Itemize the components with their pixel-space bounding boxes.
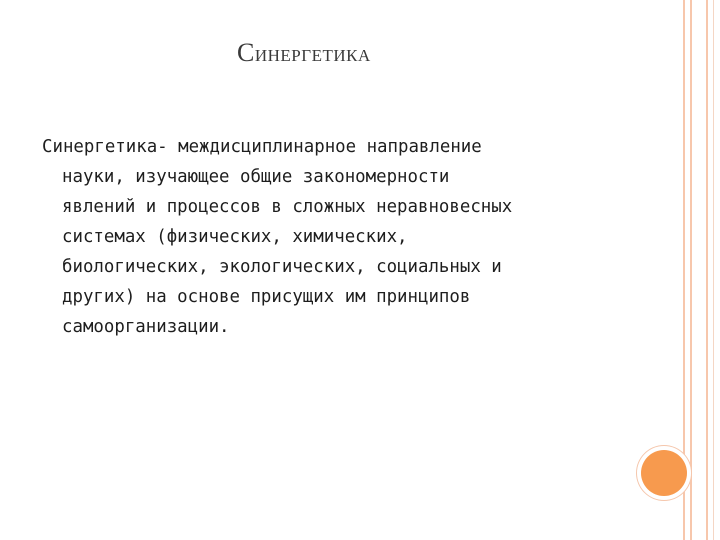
body-line: науки, изучающее общие закономерности [62, 167, 450, 187]
body-line: других) на основе присущих им принципов [62, 287, 471, 307]
body-line: системах (физических, химических, [62, 227, 408, 247]
body-line: Синергетика- междисциплинарное направление [42, 137, 482, 157]
decorative-circle [641, 450, 687, 496]
body-line: биологических, экологических, социальных и [62, 257, 502, 277]
body-line: самоорганизации. [62, 317, 230, 337]
slide-title [237, 38, 371, 68]
decorative-rail [706, 0, 708, 540]
slide-body [42, 132, 642, 342]
decorative-rail [690, 0, 692, 540]
slide-title-rest: ИНЕРГЕТИКА [254, 46, 371, 65]
slide-title-initial: С [237, 38, 255, 67]
decorative-rail [713, 0, 714, 540]
decorative-rail [683, 0, 685, 540]
body-line: явлений и процессов в сложных неравновесных [62, 197, 513, 217]
